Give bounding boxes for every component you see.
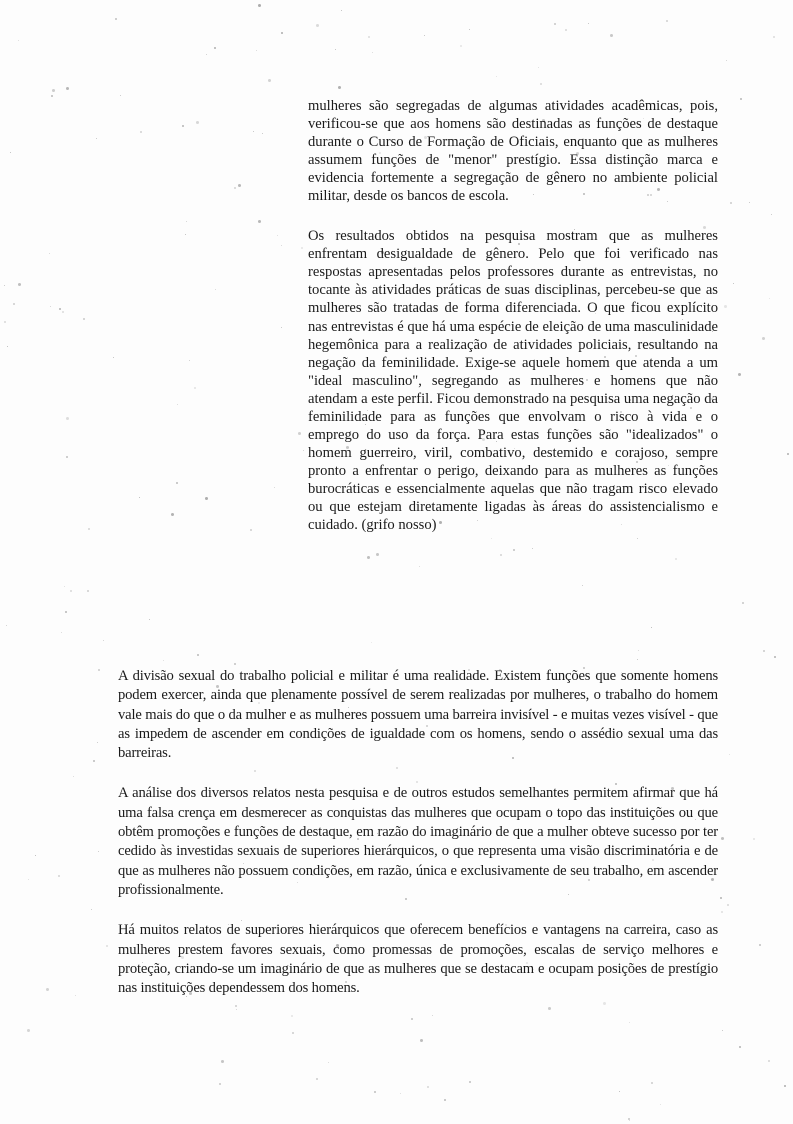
scan-speck <box>268 79 271 82</box>
scan-speck <box>637 659 638 660</box>
scan-speck <box>316 1078 318 1080</box>
scan-speck <box>58 875 60 877</box>
scan-speck <box>98 669 100 671</box>
scan-speck <box>444 1099 446 1101</box>
block-quote <box>308 97 718 556</box>
scan-speck <box>35 855 36 856</box>
scan-speck <box>427 1086 429 1088</box>
scan-speck <box>338 86 341 89</box>
scan-speck <box>787 453 789 455</box>
scan-speck <box>103 640 104 641</box>
scan-speck <box>49 253 50 254</box>
scan-speck <box>50 306 51 307</box>
scan-speck <box>258 4 261 7</box>
scan-speck <box>65 611 67 613</box>
scan-speck <box>281 327 282 328</box>
scan-speck <box>194 387 196 389</box>
scan-speck <box>83 318 85 320</box>
scan-speck <box>177 404 178 405</box>
scan-speck <box>726 60 727 61</box>
scan-speck <box>328 1062 329 1063</box>
scan-speck <box>66 417 69 420</box>
scan-speck <box>221 1060 224 1063</box>
scan-speck <box>722 1030 723 1031</box>
scan-speck <box>301 247 303 249</box>
scan-speck <box>298 432 301 435</box>
scan-speck <box>368 36 370 38</box>
scan-speck <box>219 1083 221 1085</box>
scan-speck <box>739 1046 741 1048</box>
scan-speck <box>97 742 98 743</box>
scan-speck <box>727 904 729 906</box>
scan-speck <box>10 152 11 153</box>
scan-speck <box>660 1104 661 1105</box>
scan-speck <box>258 220 261 223</box>
scan-speck <box>277 235 278 236</box>
scan-speck <box>185 234 186 235</box>
scan-speck <box>675 558 677 560</box>
scan-speck <box>7 346 8 347</box>
scan-speck <box>182 125 184 127</box>
scan-speck <box>197 654 199 656</box>
body-paragraph-3: Há muitos relatos de superiores hierárquicos que oferecem benefícios e vantagens na carreira, caso as mulheres prestem favores sexuais, como promessas de promoções, escalas de serviço melhores e proteção, criando-se um imaginário de que as mulheres que se destacam e ocupam posições de prestígio nas instituições dependessem dos homens. <box>118 922 718 997</box>
scan-speck <box>250 529 252 531</box>
scan-speck <box>6 625 7 626</box>
scan-speck <box>303 450 304 451</box>
scan-speck <box>540 83 542 85</box>
scan-speck <box>762 337 765 340</box>
body-text <box>118 667 718 1019</box>
scan-speck <box>73 776 74 777</box>
scan-speck <box>70 590 72 592</box>
scan-speck <box>565 29 567 31</box>
scan-speck <box>140 131 142 133</box>
scan-speck <box>619 1091 620 1092</box>
scan-speck <box>769 298 770 299</box>
scan-speck <box>27 1029 30 1032</box>
scan-speck <box>139 497 140 498</box>
scan-speck <box>106 945 108 947</box>
scan-speck <box>96 138 97 139</box>
scan-speck <box>205 497 208 500</box>
scan-speck <box>773 36 775 38</box>
scan-speck <box>51 95 53 97</box>
scan-speck <box>98 851 99 852</box>
quote-paragraph-2: Os resultados obtidos na pesquisa mostram que as mulheres enfrentam desigualdade de gênero. Pelo que foi verificado nas respostas apresentadas pelos professores durante as entrevistas, no tocante às atividades práticas de suas disciplinas, percebeu-se que as mulheres são tratadas de forma diferenciada. O que ficou explícito nas entrevistas é que há uma espécie de eleição de uma masculinidade hegemônica para a realização de atividades policiais, resultando na negação da feminilidade. Exige-se aquele homem que atenda a um "ideal masculino", segregando as mulheres e homens que não atendam a este perfil. Ficou demonstrado na pesquisa uma negação da feminilidade para as funções que envolvam o risco à vida e o emprego do uso da força. Para estas funções são "idealizados" o homem guerreiro, viril, combativo, destemido e corajoso, sempre pronto a enfrentar o perigo, deixando para as mulheres as funções burocráticas e essencialmente aquelas que não tragam risco elevado ou que estejam diretamente ligadas às áreas do assistencialismo e cuidado. (grifo nosso) <box>308 228 718 534</box>
scan-speck <box>496 76 497 77</box>
scan-speck <box>400 1093 401 1094</box>
scan-speck <box>759 944 761 946</box>
scan-speck <box>588 23 589 24</box>
scan-speck <box>120 95 121 96</box>
scan-speck <box>469 29 470 30</box>
scan-speck <box>740 98 742 100</box>
scan-speck <box>316 24 319 27</box>
scan-speck <box>253 131 254 132</box>
scan-speck <box>66 87 69 90</box>
scan-speck <box>729 754 730 755</box>
scan-speck <box>774 656 776 658</box>
scan-speck <box>66 456 68 458</box>
scan-speck <box>281 32 283 34</box>
scan-speck <box>75 995 76 996</box>
scan-speck <box>4 285 5 286</box>
body-paragraph-1: A divisão sexual do trabalho policial e militar é uma realidade. Existem funções que somente homens podem exercer, ainda que plenamente possível de serem realizadas por mulheres, o trabalho do homem vale mais do que o da mulher e as mulheres possuem uma barreira invisível - e muitas vezes visível - que as impedem de ascender em condições de igualdade com os homens, sendo o assédio sexual uma das barreiras. <box>118 668 718 762</box>
scan-speck <box>738 373 741 376</box>
scan-speck <box>651 627 652 628</box>
scan-speck <box>374 1091 376 1093</box>
scan-speck <box>651 1082 653 1084</box>
scan-speck <box>186 221 187 222</box>
scan-speck <box>28 879 29 880</box>
scan-speck <box>234 663 236 665</box>
scan-speck <box>763 650 765 652</box>
scan-speck <box>4 321 6 323</box>
scan-speck <box>214 47 216 49</box>
scan-speck <box>256 50 257 51</box>
scan-speck <box>115 18 117 20</box>
scan-speck <box>424 35 425 36</box>
scan-speck <box>610 34 613 37</box>
scan-speck <box>638 650 639 651</box>
scan-speck <box>113 357 114 358</box>
scan-speck <box>176 482 178 484</box>
scan-speck <box>18 283 21 286</box>
scan-speck <box>629 1120 630 1121</box>
scan-speck <box>721 911 723 913</box>
scan-speck <box>733 283 734 284</box>
scan-speck <box>206 54 207 55</box>
scan-speck <box>292 1032 294 1034</box>
scan-speck <box>163 660 164 661</box>
scan-speck <box>215 289 216 290</box>
scan-speck <box>88 528 90 530</box>
scan-speck <box>371 642 372 643</box>
scan-speck <box>420 1039 423 1042</box>
scan-speck <box>61 632 62 633</box>
scan-speck <box>720 897 722 899</box>
scan-speck <box>372 52 373 53</box>
scan-speck <box>13 303 15 305</box>
scan-speck <box>749 202 750 203</box>
scan-speck <box>274 487 275 488</box>
scan-speck <box>582 585 583 586</box>
scan-speck <box>460 45 462 47</box>
scan-speck <box>189 360 190 361</box>
scan-speck <box>367 556 370 559</box>
scan-speck <box>721 837 724 840</box>
scan-speck <box>784 1085 786 1087</box>
scan-speck <box>281 245 282 246</box>
scan-speck <box>62 311 64 313</box>
scan-speck <box>554 23 556 25</box>
scan-speck <box>171 513 174 516</box>
scan-speck <box>149 619 150 620</box>
scan-speck <box>538 67 539 68</box>
scan-speck <box>262 133 263 134</box>
scan-speck <box>335 49 336 50</box>
scan-speck <box>419 566 420 567</box>
scan-speck <box>93 760 95 762</box>
scan-speck <box>771 214 772 215</box>
scan-speck <box>469 1081 471 1083</box>
quote-paragraph-1: mulheres são segregadas de algumas atividades acadêmicas, pois, verificou-se que aos homens são destinadas as funções de destaque durante o Curso de Formação de Oficiais, enquanto que as mulheres assumem funções de "menor" prestígio. Essa distinção marca e evidencia fortemente a segregação de gênero no ambiente policial militar, desde os bancos de escola. <box>308 98 718 205</box>
scan-speck <box>768 1060 770 1062</box>
scan-speck <box>234 187 236 189</box>
scan-speck <box>753 838 755 840</box>
scan-speck <box>46 988 49 991</box>
scan-speck <box>91 909 92 910</box>
scan-speck <box>196 121 199 124</box>
scan-speck <box>629 1022 630 1023</box>
scan-speck <box>666 20 668 22</box>
scan-speck <box>742 602 744 604</box>
scan-speck <box>724 305 727 308</box>
scan-speck <box>52 89 55 92</box>
scan-speck <box>730 202 732 204</box>
scan-speck <box>238 184 241 187</box>
scan-speck <box>59 308 61 310</box>
scan-speck <box>18 40 19 41</box>
scan-speck <box>341 10 342 11</box>
body-paragraph-2: A análise dos diversos relatos nesta pesquisa e de outros estudos semelhantes permitem afirmar que há uma falsa crença em desmerecer as conquistas das mulheres que ocupam o topo das instituições ou que obtêm promoções e funções de destaque, em razão do imaginário de que a mulher obteve sucesso por ter cedido às investidas sexuais de superiores hierárquicos, o que representa uma visão discriminatória e de que as mulheres não possuem condições, em razão, única e exclusivamente de seu trabalho, em ascender profissionalmente. <box>118 785 718 898</box>
scan-speck <box>64 586 65 587</box>
scan-speck <box>87 590 89 592</box>
